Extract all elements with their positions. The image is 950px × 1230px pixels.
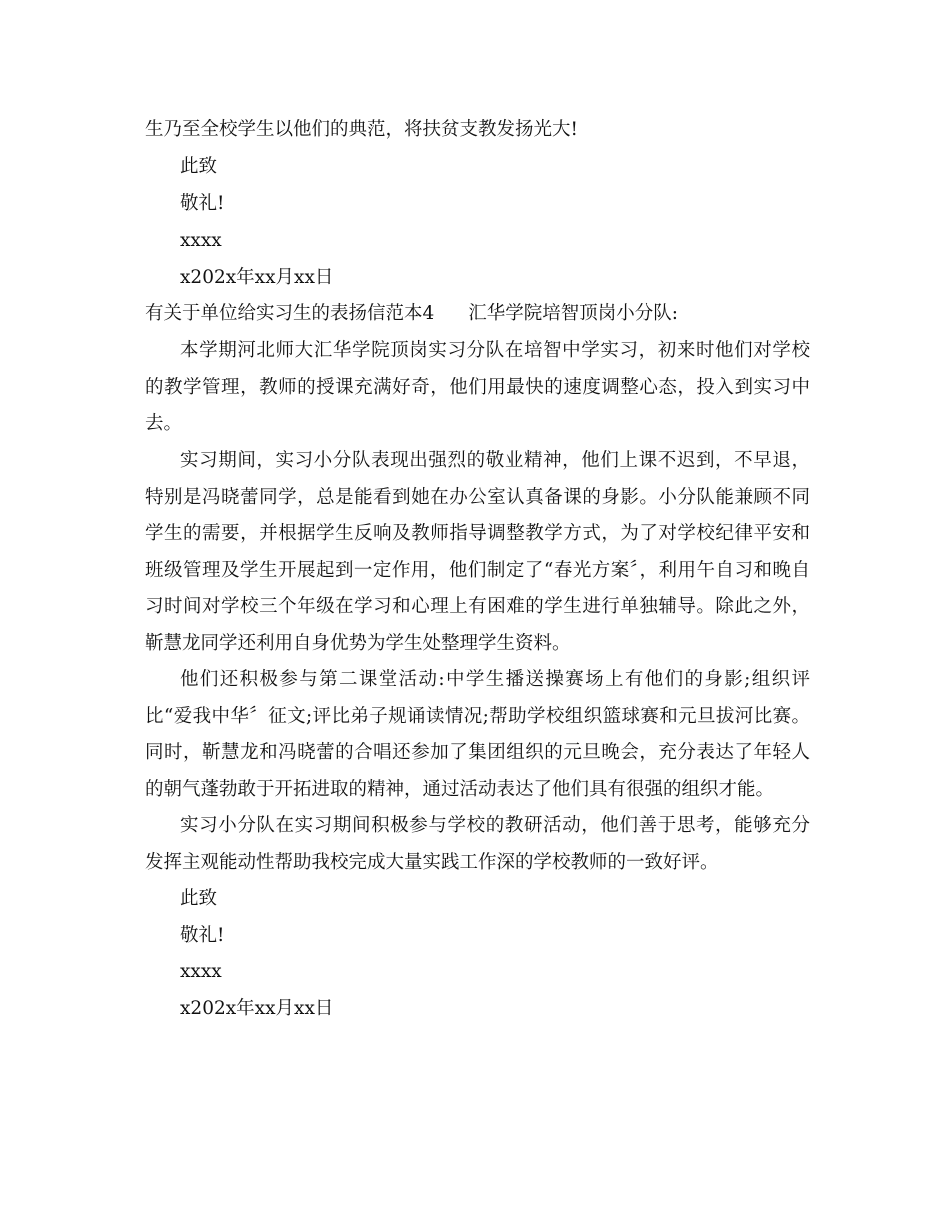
paragraph-4-line-2: 发挥主观能动性帮助我校完成大量实践工作深的学校教师的一致好评。 <box>145 852 719 873</box>
paragraph-3-line-2: 比“爱我中华〞征文;评比弟子规诵读情况;帮助学校组织篮球赛和元旦拔河比赛。 <box>145 706 810 727</box>
letter-heading <box>145 296 810 332</box>
prev-salutation-1: 此致 <box>180 156 218 177</box>
paragraph-2-line-3: 学生的需要，并根据学生反响及教师指导调整教学方式，为了对学校纪律平安和 <box>145 523 810 544</box>
prev-letter-last-line: 生乃至全校学生以他们的典范，将扶贫支教发扬光大! <box>145 119 578 140</box>
paragraph-1-line-3: 去。 <box>145 413 183 434</box>
prev-signature: xxxx <box>180 230 222 251</box>
paragraph-2-line-4: 班级管理及学生开展起到一定作用，他们制定了“春光方案〞，利用午自习和晚自 <box>145 560 810 581</box>
paragraph-1-line-1: 本学期河北师大汇华学院顶岗实习分队在培智中学实习，初来时他们对学校 <box>180 340 810 361</box>
date: x202x年xx月xx日 <box>180 998 334 1019</box>
paragraph-2-line-1: 实习期间，实习小分队表现出强烈的敬业精神，他们上课不迟到，不早退， <box>180 450 810 471</box>
paragraph-3-line-1: 他们还积极参与第二课堂活动:中学生播送操赛场上有他们的身影;组织评 <box>180 669 810 690</box>
letter-recipient: 汇华学院培智顶岗小分队: <box>468 303 679 324</box>
paragraph-1-line-2: 的教学管理，教师的授课充满好奇，他们用最快的速度调整心态，投入到实习中 <box>145 377 810 398</box>
paragraph-2-line-6: 靳慧龙同学还利用自身优势为学生处整理学生资料。 <box>145 633 571 654</box>
prev-date: x202x年xx月xx日 <box>180 267 334 288</box>
paragraph-3-line-4: 的朝气蓬勃敢于开拓进取的精神，通过活动表达了他们具有很强的组织才能。 <box>145 779 775 800</box>
paragraph-2-line-5: 习时间对学校三个年级在学习和心理上有困难的学生进行单独辅导。除此之外， <box>145 596 810 617</box>
paragraph-4-line-1: 实习小分队在实习期间积极参与学校的教研活动，他们善于思考，能够充分 <box>180 815 810 836</box>
prev-salutation-2: 敬礼! <box>180 193 225 214</box>
paragraph-2-line-2: 特别是冯晓蕾同学，总是能看到她在办公室认真备课的身影。小分队能兼顾不同 <box>145 487 810 508</box>
salutation-1: 此致 <box>180 888 218 909</box>
paragraph-3-line-3: 同时，靳慧龙和冯晓蕾的合唱还参加了集团组织的元旦晚会，充分表达了年轻人 <box>145 742 810 763</box>
salutation-2: 敬礼! <box>180 925 225 946</box>
letter-title: 有关于单位给实习生的表扬信范本4 <box>145 303 435 324</box>
signature: xxxx <box>180 961 222 982</box>
